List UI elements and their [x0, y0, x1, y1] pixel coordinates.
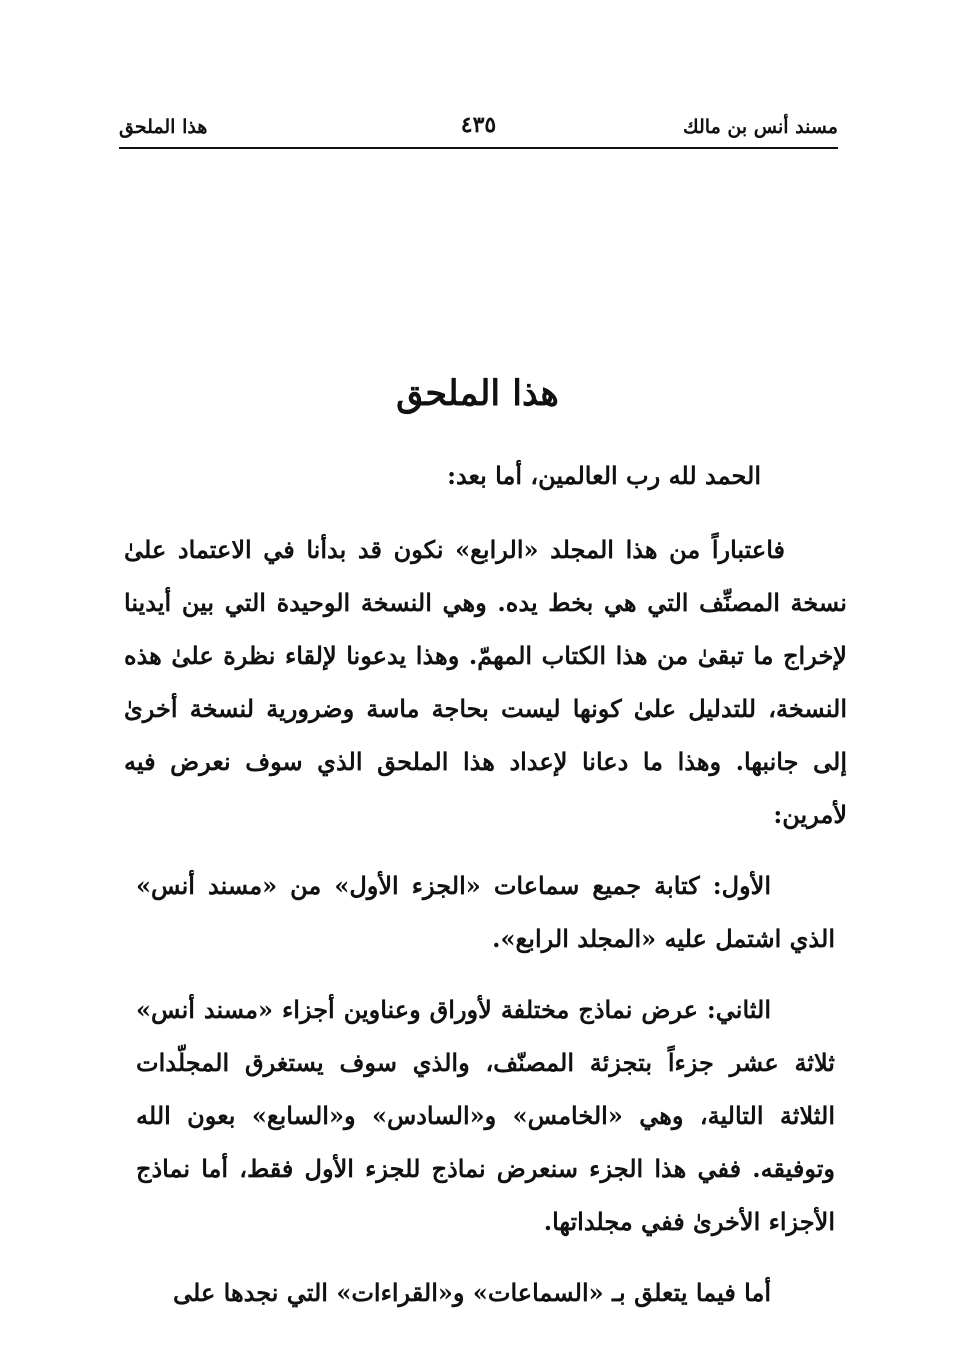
- body-text: [124, 449, 847, 1319]
- salutation-paragraph: الحمد لله رب العالمين، أما بعد:: [447, 461, 761, 490]
- header-rule: [119, 147, 838, 149]
- running-head-book-title: مسند أنس بن مالك: [683, 116, 838, 138]
- running-head-section-title: هذا الملحق: [119, 116, 208, 138]
- page-number: ٤٣٥: [460, 112, 497, 138]
- running-head: [119, 112, 838, 146]
- intro-paragraph: فاعتباراً من هذا المجلد «الرابع» نكون قد بدأنا في الاعتماد علىٰ نسخة المصنِّف التي هي بخط يده. وهي النسخة الوحيدة التي بين أيدينا لإخراج ما تبقىٰ من هذا الكتاب المهمّ. وهذا يدعونا لإلقاء نظرة علىٰ هذه النسخة، للتدليل علىٰ كونها ليست بحاجة ماسة وضرورية لنسخة أخرىٰ إلى جانبها. وهذا ما دعانا لإعداد هذا الملحق الذي سوف نعرض فيه لأمرين:: [124, 535, 847, 829]
- chapter-title: هذا الملحق: [396, 373, 559, 414]
- first-point-paragraph: الأول: كتابة جميع سماعات «الجزء الأول» من «مسند أنس» الذي اشتمل عليه «المجلد الرابع».: [136, 871, 835, 953]
- second-point-paragraph: الثاني: عرض نماذج مختلفة لأوراق وعناوين أجزاء «مسند أنس» ثلاثة عشر جزءاً بتجزئة المصنّف، والذي سوف يستغرق المجلّدات الثلاثة التالية، وهي «الخامس» و«السادس» و«السابع» بعون الله وتوفيقه. ففي هذا الجزء سنعرض نماذج للجزء الأول فقط، أما نماذج الأجزاء الأخرىٰ ففي مجلداتها.: [136, 995, 835, 1236]
- closing-paragraph: أما فيما يتعلق بـ «السماعات» و«القراءات» التي نجدها على: [173, 1278, 771, 1307]
